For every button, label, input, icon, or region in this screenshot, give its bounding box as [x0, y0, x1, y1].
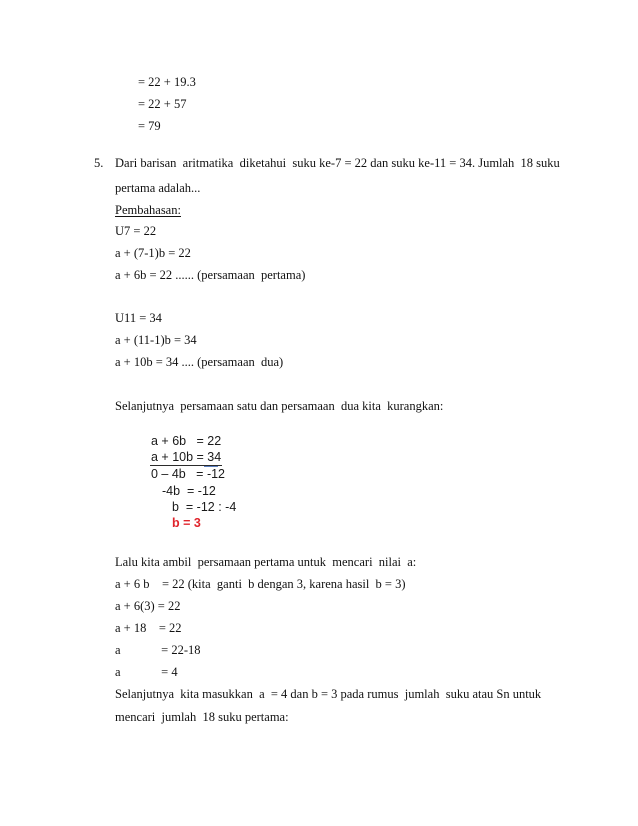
section-heading: Pembahasan:	[115, 203, 181, 217]
equation-line: a = 4	[115, 665, 178, 679]
equation-line: a = 22-18	[115, 643, 201, 657]
image-row: b = -12 : -4	[172, 500, 237, 514]
image-row: a + 10b = 34	[151, 450, 222, 464]
equation-line: U11 = 34	[115, 311, 162, 325]
equation-line: a + (11-1)b = 34	[115, 333, 197, 347]
paragraph-text: mencari jumlah 18 suku pertama:	[115, 710, 289, 724]
image-row: -4b = -12	[162, 484, 216, 498]
image-row: 0 – 4b = -12	[151, 467, 226, 481]
equation-line: = 22 + 19.3	[138, 75, 196, 89]
paragraph-text: Lalu kita ambil persamaan pertama untuk mencari nilai a:	[115, 555, 417, 569]
equation-line: a + 6(3) = 22	[115, 599, 181, 613]
equation-line: a + 6 b = 22 (kita ganti b dengan 3, karena hasil b = 3)	[115, 577, 406, 591]
paragraph-text: Selanjutnya persamaan satu dan persamaan dua kita kurangkan:	[115, 399, 444, 413]
image-row: a + 6b = 22	[151, 434, 222, 448]
answer-row: b = 3	[172, 516, 201, 530]
equation-line: = 22 + 57	[138, 97, 187, 111]
subtraction-image	[140, 431, 240, 531]
paragraph-text: Selanjutnya kita masukkan a = 4 dan b = 3 pada rumus jumlah suku atau Sn untuk	[115, 687, 542, 701]
equation-line: = 79	[138, 119, 161, 133]
problem-text: Dari barisan aritmatika diketahui suku ke-7 = 22 dan suku ke-11 = 34. Jumlah 18 suku	[115, 156, 560, 170]
problem-number: 5.	[94, 156, 104, 170]
problem-text: pertama adalah...	[115, 181, 201, 195]
equation-line: a + 18 = 22	[115, 621, 182, 635]
equation-line: U7 = 22	[115, 224, 157, 238]
equation-line: a + 6b = 22 ...... (persamaan pertama)	[115, 268, 306, 282]
equation-line: a + (7-1)b = 22	[115, 246, 191, 260]
equation-line: a + 10b = 34 .... (persamaan dua)	[115, 355, 284, 369]
